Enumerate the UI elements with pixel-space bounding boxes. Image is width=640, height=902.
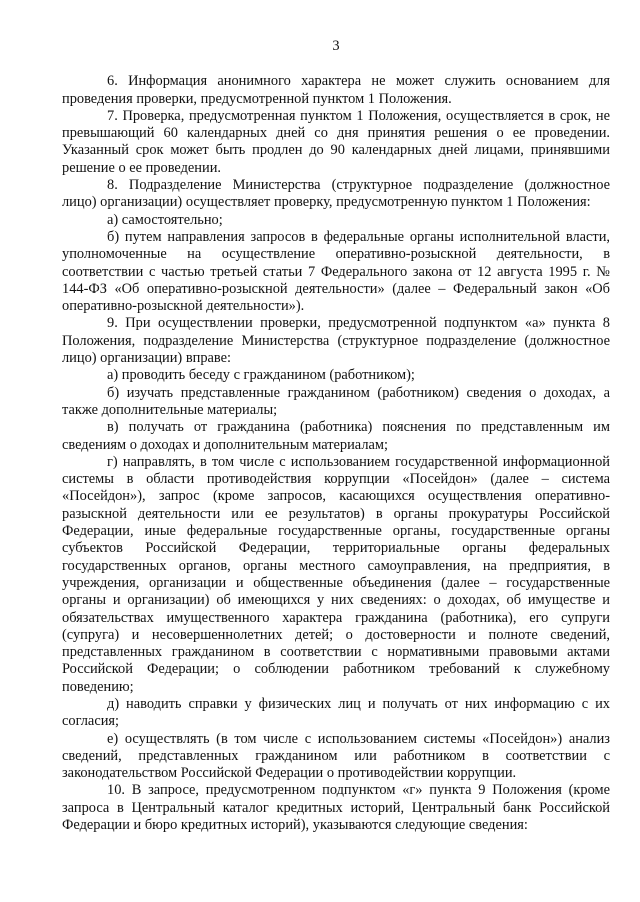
paragraph-8-a: а) самостоятельно; xyxy=(107,211,223,228)
document-page xyxy=(62,38,610,834)
paragraph-6: 6. Информация анонимного характера не может служить основанием для проведения проверки, предусмотренной пунктом 1 Положения. xyxy=(62,73,610,107)
paragraph-10: 10. В запросе, предусмотренном подпунктом «г» пункта 9 Положения (кроме запроса в Центральный каталог кредитных историй, Центральный банк Российской Федерации и бюро кредитных историй), указываются следующие сведения: xyxy=(62,782,610,834)
paragraph-8-b: б) путем направления запросов в федеральные органы исполнительной власти, уполномоченные на осуществление оперативно-розыскной деятельности, в соответствии с частью третьей статьи 7 Федерального закона от 12 августа 1995 г. № 144-ФЗ «Об оперативно-розыскной деятельности» (далее – Федеральный закон «Об оперативно-розыскной деятельности»). xyxy=(62,228,610,315)
paragraph-9-e: е) осуществлять (в том числе с использованием системы «Посейдон») анализ сведений, представленных гражданином или работником в соответствии с законодательством Российской Федерации о противодействии коррупции. xyxy=(62,730,610,782)
paragraph-9-a: а) проводить беседу с гражданином (работником); xyxy=(107,367,415,384)
paragraph-9-v: в) получать от гражданина (работника) пояснения по представленным им сведениям о доходах и дополнительным материалам; xyxy=(62,419,610,453)
page-number: 3 xyxy=(332,38,340,54)
paragraph-8: 8. Подразделение Министерства (структурное подразделение (должностное лицо) организации) осуществляет проверку, предусмотренную пунктом 1 Положения: xyxy=(62,177,610,211)
paragraph-7: 7. Проверка, предусмотренная пунктом 1 Положения, осуществляется в срок, не превышающий 60 календарных дней со дня принятия решения о ее проведении. Указанный срок может быть продлен до 90 календарных дней лицами, принявшими решение о ее проведении. xyxy=(62,107,610,176)
paragraph-9-g: г) направлять, в том числе с использованием государственной информационной системы в области противодействия коррупции «Посейдон» (далее – система «Посейдон»), запрос (кроме запросов, касающихся осуществления оперативно-разыскной деятельности или ее результатов) в органы прокуратуры Российской Федерации, иные федеральные государственные органы, государственные органы субъектов Российской Федерации, территориальные органы федеральных государственных органов, органы местного самоуправления, на предприятия, в учреждения, организации и общественные объединения (далее – государственные органы и организации) об имеющихся у них сведениях: о доходах, об имуществе и обязательствах имущественного характера гражданина (работника), его супруги (супруга) и несовершеннолетних детей; о достоверности и полноте сведений, представленных гражданином в соответствии с нормативными правовыми актами Российской Федерации; о соблюдении работником требований к служебному поведению; xyxy=(62,453,610,695)
paragraph-9-d: д) наводить справки у физических лиц и получать от них информацию с их согласия; xyxy=(62,695,610,730)
paragraph-9-b: б) изучать представленные гражданином (работником) сведения о доходах, а также дополнительные материалы; xyxy=(62,384,610,418)
paragraph-9: 9. При осуществлении проверки, предусмотренной подпунктом «а» пункта 8 Положения, подразделение Министерства (структурное подразделение (должностное лицо) организации) вправе: xyxy=(62,315,610,367)
